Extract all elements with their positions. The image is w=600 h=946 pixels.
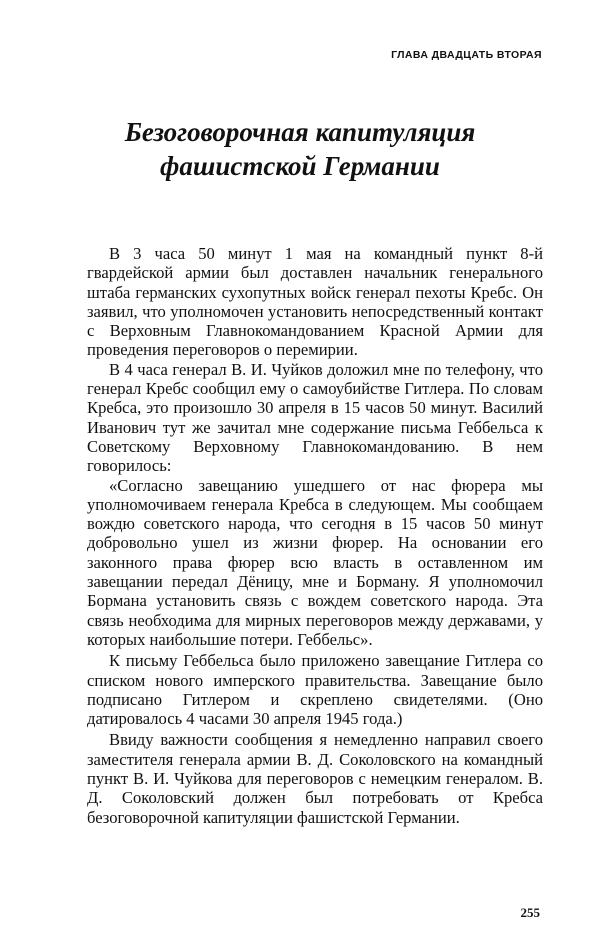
body-text: [87, 244, 543, 827]
chapter-title-line-2: фашистской Германии: [160, 151, 440, 181]
paragraph-1: В 3 часа 50 минут 1 мая на командный пункт 8-й гвардейской армии был доставлен начальник генерального штаба германских сухопутных войск генерал пехоты Кребс. Он заявил, что уполномочен установить непосредственный контакт с Верховным Главнокомандованием Красной Армии для проведения переговоров о перемирии.: [87, 244, 543, 360]
paragraph-3-quote: «Согласно завещанию ушедшего от нас фюрера мы уполномочиваем генерала Кребса в следующем. Мы сообщаем вождю советского народа, что сегодня в 15 часов 50 минут добровольно ушел из жизни фюрер. На основании его законного права фюрер всю власть в оставленном им завещании передал Дёницу, мне и Борману. Я уполномочил Бормана установить связь с вождем советского народа. Эта связь необходима для мирных переговоров между державами, у которых наибольшие потери. Геббельс».: [87, 475, 543, 649]
paragraph-5: Ввиду важности сообщения я немедленно направил своего заместителя генерала армии В. Д. Соколовского на командный пункт В. И. Чуйкова для переговоров с немецким генералом. В. Д. Соколовский должен был потребовать от Кребса безоговорочной капитуляции фашистской Германии.: [87, 730, 543, 827]
paragraph-2: В 4 часа генерал В. И. Чуйков доложил мне по телефону, что генерал Кребс сообщил ему о самоубийстве Гитлера. По словам Кребса, это произошло 30 апреля в 15 часов 50 минут. Василий Иванович тут же зачитал мне содержание письма Геббельса к Советскому Верховному Главнокомандованию. В нем говорилось:: [87, 359, 543, 476]
chapter-title: [60, 115, 540, 183]
running-head: ГЛАВА ДВАДЦАТЬ ВТОРАЯ: [391, 49, 542, 61]
paragraph-4: К письму Геббельса было приложено завещание Гитлера со списком нового имперского правительства. Завещание было подписано Гитлером и скреплено свидетелями. (Оно датировалось 4 часами 30 апреля 1945 года.): [87, 651, 543, 729]
chapter-title-line-1: Безоговорочная капитуляция: [124, 117, 476, 147]
page-number: 255: [520, 905, 540, 920]
